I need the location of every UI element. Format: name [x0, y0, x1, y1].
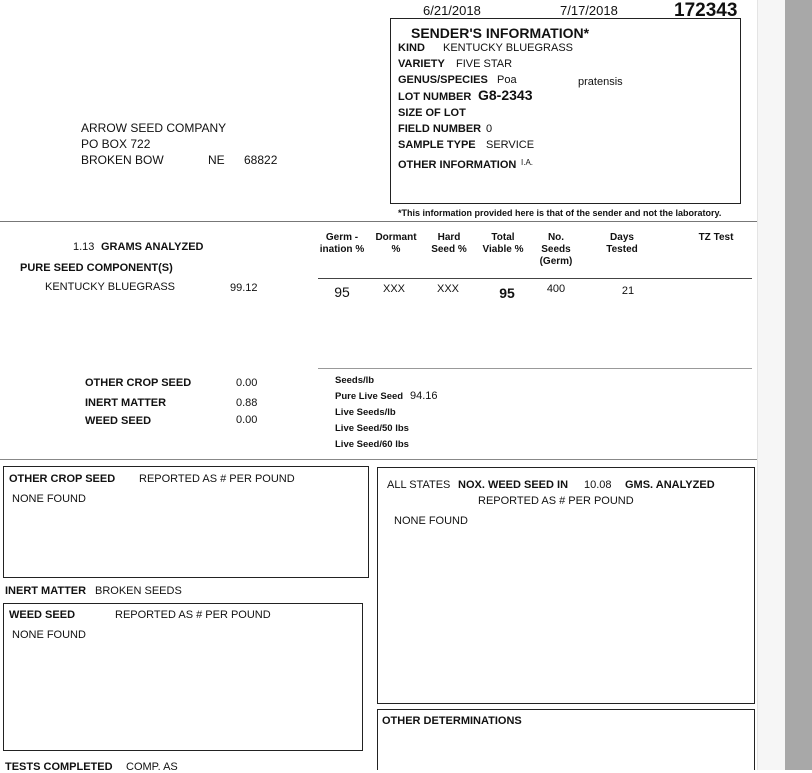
live-seeds-lb-label: Live Seeds/lb: [335, 407, 396, 418]
tz-test-header: TZ Test: [698, 232, 734, 243]
variety-label: VARIETY: [398, 58, 445, 70]
component-percent: 99.12: [230, 282, 258, 294]
germ-header: Germ - ination %: [319, 232, 365, 255]
variety-value: FIVE STAR: [456, 58, 513, 70]
tests-completed-value: COMP. AS: [126, 761, 178, 773]
weed-seed-label: WEED SEED: [85, 415, 152, 427]
total-viable-value: 95: [499, 285, 515, 301]
days-tested-header: Days Tested: [606, 232, 638, 255]
customer-name: ARROW SEED COMPANY: [81, 121, 227, 135]
hard-seed-header: Hard Seed %: [431, 232, 467, 255]
live-seed-60-label: Live Seed/60 lbs: [335, 439, 409, 450]
total-viable-header: Total Viable %: [482, 232, 524, 255]
sample-label: SAMPLE TYPE: [398, 139, 476, 151]
days-tested-value: 21: [621, 285, 635, 297]
vertical-scrollbar[interactable]: [785, 0, 812, 770]
section-divider-top: [0, 221, 763, 222]
grams-analyzed-label: GRAMS ANALYZED: [101, 241, 204, 253]
customer-address: PO BOX 722: [81, 137, 151, 151]
other-info-value: I.A.: [521, 158, 534, 167]
page-edge: [757, 0, 786, 770]
genus-label: GENUS/SPECIES: [398, 74, 488, 86]
inert-line-label: INERT MATTER: [5, 585, 87, 597]
live-seed-50-label: Live Seed/50 lbs: [335, 423, 409, 434]
size-label: SIZE OF LOT: [398, 107, 466, 119]
weed-box-value: NONE FOUND: [12, 629, 86, 641]
sender-info-title: SENDER'S INFORMATION*: [411, 25, 590, 41]
date-received: 6/21/2018: [423, 3, 481, 18]
dormant-header: Dormant %: [375, 232, 417, 255]
weed-seed-value: 0.00: [236, 414, 258, 426]
sample-value: SERVICE: [486, 139, 535, 151]
other-crop-value: 0.00: [236, 377, 258, 389]
weed-box-reported: REPORTED AS # PER POUND: [115, 609, 271, 621]
report-number: 172343: [674, 0, 738, 21]
noxious-states: ALL STATES: [387, 479, 451, 491]
customer-city: BROKEN BOW: [81, 153, 164, 167]
pls-value: 94.16: [410, 390, 438, 402]
species-value: pratensis: [578, 76, 623, 88]
customer-zip: 68822: [244, 153, 278, 167]
other-crop-box-value: NONE FOUND: [12, 493, 86, 505]
inert-matter-label: INERT MATTER: [85, 397, 167, 409]
other-crop-box-title: OTHER CROP SEED: [9, 473, 116, 485]
noxious-value: NONE FOUND: [394, 515, 468, 527]
section-divider-mid: [0, 459, 763, 460]
other-info-label: OTHER INFORMATION: [398, 159, 517, 171]
genus-value: Poa: [497, 74, 517, 86]
kind-label: KIND: [398, 42, 425, 54]
dormant-value: XXX: [382, 283, 405, 295]
num-seeds-header: No. Seeds (Germ): [539, 232, 573, 267]
weed-box-title: WEED SEED: [9, 609, 76, 621]
other-determinations-title: OTHER DETERMINATIONS: [382, 715, 522, 727]
hard-seed-value: XXX: [436, 283, 459, 295]
inert-matter-value: 0.88: [236, 397, 258, 409]
other-crop-label: OTHER CROP SEED: [85, 377, 192, 389]
weed-seed-box: [3, 603, 363, 751]
kind-value: KENTUCKY BLUEGRASS: [443, 42, 574, 54]
noxious-reported: REPORTED AS # PER POUND: [478, 495, 634, 507]
field-label: FIELD NUMBER: [398, 123, 482, 135]
num-seeds-value: 400: [546, 283, 566, 295]
field-value: 0: [486, 123, 493, 135]
noxious-grams-label: GMS. ANALYZED: [625, 479, 715, 491]
germ-value: 95: [334, 284, 350, 300]
component-name: KENTUCKY BLUEGRASS: [45, 281, 176, 293]
germ-table-rule: [318, 278, 752, 279]
other-crop-box-reported: REPORTED AS # PER POUND: [139, 473, 295, 485]
inert-line-value: BROKEN SEEDS: [95, 585, 182, 597]
date-completed: 7/17/2018: [560, 3, 618, 18]
tests-completed-label: TESTS COMPLETED: [5, 761, 113, 773]
noxious-grams: 10.08: [584, 479, 612, 491]
sender-footnote: *This information provided here is that of the sender and not the laboratory.: [398, 208, 722, 218]
seeds-per-lb-label: Seeds/lb: [335, 375, 375, 386]
grams-analyzed-value: 1.13: [73, 241, 95, 253]
lot-label: LOT NUMBER: [398, 91, 472, 103]
lot-value: G8-2343: [478, 87, 533, 103]
pure-seed-header: PURE SEED COMPONENT(S): [20, 262, 173, 274]
customer-state: NE: [208, 153, 225, 167]
noxious-title: NOX. WEED SEED IN: [458, 479, 569, 491]
pls-label: Pure Live Seed: [335, 391, 404, 402]
seed-stats-rule: [318, 368, 752, 369]
